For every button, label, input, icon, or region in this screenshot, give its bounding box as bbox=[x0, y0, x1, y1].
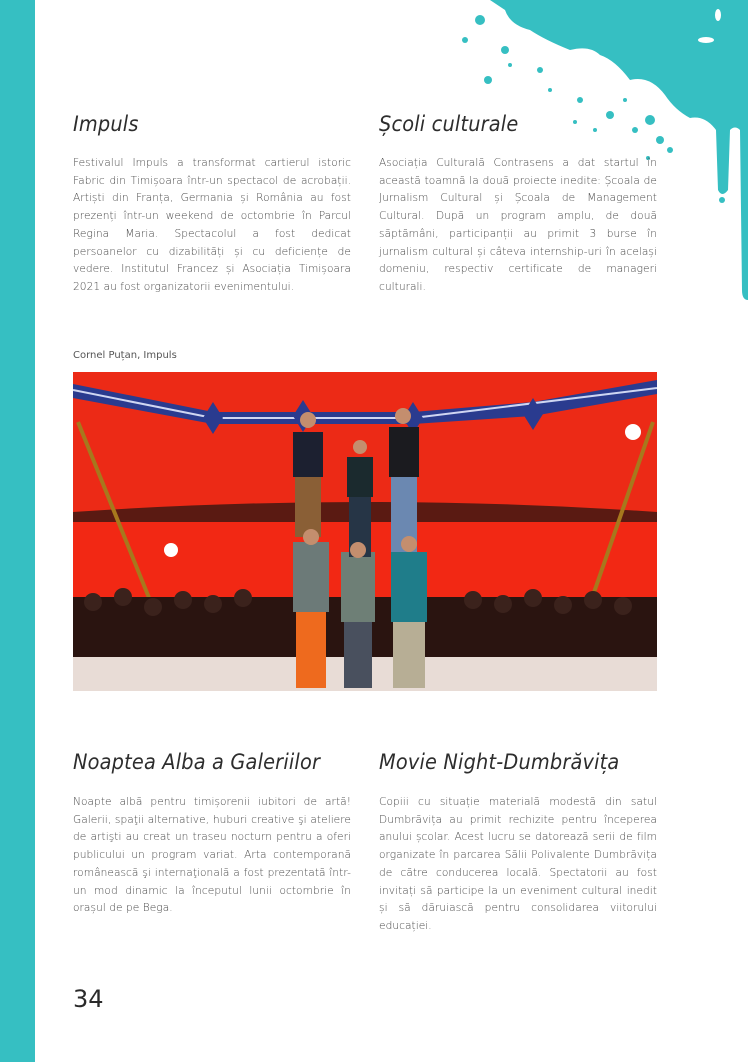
article-body-noaptea-alba: Noapte albă pentru timișorenii iubitori de artă! Galerii, spaţii alternative, huburi creative şi ateliere de artişti au creat un traseu nocturn pentru a oferi publicului un program variat. Arta contemporană românească şi internaţională a fost prezentată într-un mod dinamic la începutul lunii octombrie în orașul de pe Bega. bbox=[73, 796, 351, 915]
acrobats-photo-illustration bbox=[73, 372, 657, 691]
page-number: 34 bbox=[73, 985, 104, 1013]
acrobats-photo bbox=[73, 372, 657, 691]
article-title-impuls: Impuls bbox=[73, 112, 139, 136]
article-title-noaptea-alba: Noaptea Alba a Galeriilor bbox=[73, 750, 321, 774]
article-body-impuls: Festivalul Impuls a transformat cartierul istoric Fabric din Timișoara într-un spectacol de acrobații. Artiști din Franța, Germania și România au fost prezenți într-un weekend de octombrie în Parcul Regina Maria. Spectacolul a fost dedicat persoanelor cu dizabilități și cu deficiențe de vedere. Institutul Francez și Asociația Timișoara 2021 au fost organizatorii evenimentului. bbox=[73, 157, 351, 293]
article-body-scoli-culturale: Asociația Culturală Contrasens a dat startul în această toamnă la două proiecte inedite: Școala de Jurnalism Cultural și Școala de Management Cultural. După un program amplu, de două săptămâni, participanții au primit 3 burse în jurnalism cultural și câteva internship-uri în același domeniu, respectiv certificate de manageri culturali. bbox=[379, 157, 657, 293]
article-body-movie-night: Copiii cu situație materială modestă din satul Dumbrăvița au primit rechizite pentru începerea anului școlar. Acest lucru se datorează serii de film organizate în parcarea Sălii Polivalente Dumbrăvița de către conducerea locală. Spectatorii au fost invitați să participe la un eveniment cultural inedit și să dăruiască pentru consolidarea viitorului educației. bbox=[379, 796, 657, 932]
article-title-scoli-culturale: Școli culturale bbox=[379, 112, 519, 136]
photo-caption: Cornel Puțan, Impuls bbox=[73, 350, 177, 361]
article-title-movie-night: Movie Night-Dumbrăvița bbox=[379, 750, 620, 774]
accent-side-bar bbox=[0, 0, 35, 1062]
